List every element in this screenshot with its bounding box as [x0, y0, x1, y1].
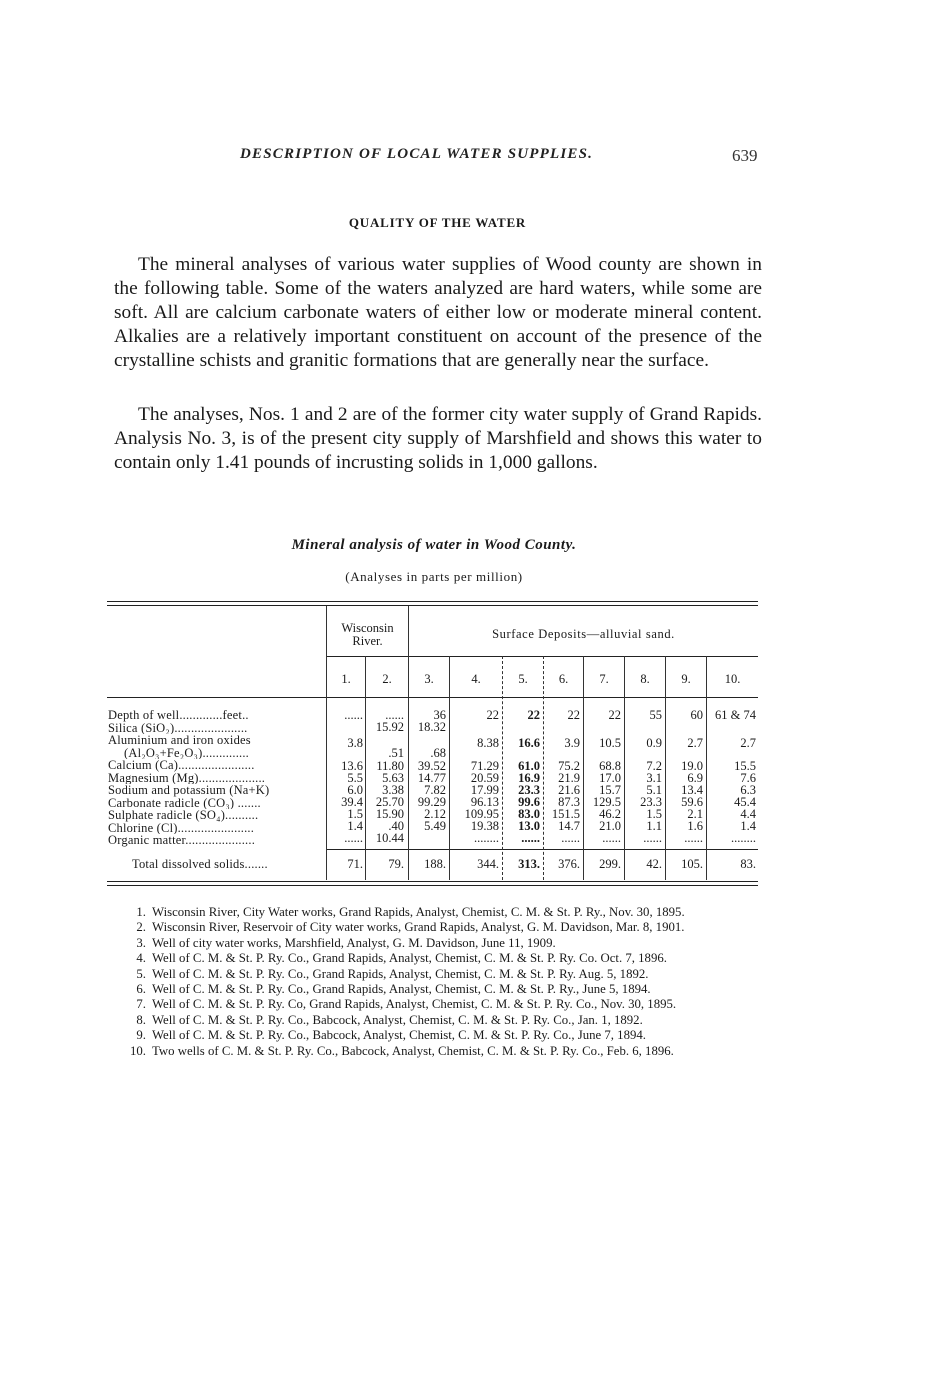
- footnote-text: Well of C. M. & St. P. Ry. Co, Grand Rapids, Analyst, Chemist, C. M. & St. P. Ry. Co., Nov. 30, 1895.: [152, 997, 677, 1012]
- cell-silica-col-2: 15.92: [375, 720, 404, 734]
- footnote-1: [114, 906, 764, 918]
- footnote-text: Wisconsin River, Reservoir of City water works, Grand Rapids, Analyst, G. M. Davidson, Mar. 8, 1901.: [152, 920, 685, 935]
- cell-sodium-potassium-col-5: 23.3: [518, 783, 540, 797]
- cell-aluminium-iron-col-4: 8.38: [477, 736, 499, 750]
- cell-carbonate-col-2: 25.70: [375, 795, 404, 809]
- cell-sodium-potassium-col-2: 3.38: [382, 783, 404, 797]
- cell-depth-col-10: 61 & 74: [715, 708, 756, 722]
- footnote-number: 5.: [136, 966, 146, 981]
- cell-carbonate-col-5: 99.6: [518, 795, 540, 809]
- footnote-number: 6.: [136, 982, 146, 997]
- cell-magnesium-col-1: 5.5: [347, 771, 363, 785]
- cell-carbonate-col-8: 23.3: [640, 795, 662, 809]
- row-label-silica: Silica (SiO₂)......................: [108, 721, 248, 734]
- cell-calcium-col-7: 68.8: [599, 759, 621, 773]
- footnote-number: 7.: [136, 997, 146, 1012]
- column-divider-3: [408, 606, 409, 880]
- cell-organic-col-2: 10.44: [375, 831, 404, 845]
- cell-calcium-col-3: 39.52: [417, 759, 446, 773]
- footnote-text: Well of C. M. & St. P. Ry. Co., Grand Rapids, Analyst, Chemist, C. M. & St. P. Ry. Aug. 5, 1892.: [152, 966, 649, 981]
- cell-chlorine-col-9: 1.6: [687, 819, 703, 833]
- cell-magnesium-col-6: 21.9: [558, 771, 580, 785]
- cell-total-col-4: 344.: [477, 857, 499, 871]
- cell-chlorine-col-8: 1.1: [646, 819, 662, 833]
- cell-sodium-potassium-col-9: 13.4: [681, 783, 703, 797]
- column-number-8: 8.: [640, 672, 650, 686]
- row-label-aluminium-formula: (Al₂O₃+Fe₂O₃)..............: [124, 746, 250, 759]
- table-bottom-rule-1: [107, 881, 758, 882]
- cell-organic-col-1: ......: [344, 831, 363, 845]
- footnote-text: Well of C. M. & St. P. Ry. Co., Babcock, Analyst, Chemist, C. M. & St. P. Ry. Co., Jan. 1, 1892.: [152, 1012, 643, 1027]
- cell-chlorine-col-10: 1.4: [740, 819, 756, 833]
- row-label-chlorine: Chlorine (Cl).......................: [108, 821, 255, 834]
- running-head: DESCRIPTION OF LOCAL WATER SUPPLIES.: [240, 146, 594, 162]
- cell-organic-col-5: ......: [521, 831, 540, 845]
- paragraph-2-text: The analyses, Nos. 1 and 2 are of the former city water supply of Grand Rapids. Analysis No. 3, is of the present city supply of Marshfield and shows this water to contain only 1.41 pounds of incrusting solids in 1,000 gallons.: [114, 404, 762, 473]
- column-number-9: 9.: [681, 672, 691, 686]
- footnote-9: [114, 1029, 764, 1041]
- totals-divider-rule: [326, 849, 758, 850]
- group-header-surface-deposits: Surface Deposits—alluvial sand.: [492, 627, 675, 641]
- cell-aluminium-iron-col-10: 2.7: [740, 736, 756, 750]
- cell-depth-col-8: 55: [649, 708, 662, 722]
- column-number-4: 4.: [471, 672, 481, 686]
- footnote-number: 10.: [130, 1043, 146, 1058]
- cell-organic-col-7: ......: [602, 831, 621, 845]
- cell-total-col-6: 376.: [558, 857, 580, 871]
- cell-chlorine-col-6: 14.7: [558, 819, 580, 833]
- cell-magnesium-col-8: 3.1: [646, 771, 662, 785]
- footnote-4: [114, 952, 764, 964]
- cell-chlorine-col-4: 19.38: [470, 819, 499, 833]
- cell-sulphate-col-7: 46.2: [599, 807, 621, 821]
- cell-calcium-col-10: 15.5: [734, 759, 756, 773]
- cell-sodium-potassium-col-10: 6.3: [740, 783, 756, 797]
- column-number-3: 3.: [424, 672, 434, 686]
- footnote-number: 2.: [136, 920, 146, 935]
- cell-aluminium-iron-col-8: 0.9: [646, 736, 662, 750]
- row-label-sulphate: Sulphate radicle (SO₄)..........: [108, 809, 259, 822]
- header-bottom-rule: [107, 697, 758, 698]
- cell-depth-col-4: 22: [486, 708, 499, 722]
- footnote-number: 1.: [136, 905, 146, 919]
- cell-total-col-10: 83.: [740, 857, 756, 871]
- cell-aluminium-iron-col-9: 2.7: [687, 736, 703, 750]
- cell-chlorine-col-2: .40: [388, 819, 404, 833]
- row-label-carbonate: Carbonate radicle (CO₃) .......: [108, 796, 261, 809]
- cell-calcium-col-6: 75.2: [558, 759, 580, 773]
- cell-depth-col-9: 60: [690, 708, 703, 722]
- footnote-8: [114, 1014, 764, 1026]
- cell-sulphate-col-9: 2.1: [687, 807, 703, 821]
- cell-depth-col-5: 22: [527, 708, 540, 722]
- cell-magnesium-col-3: 14.77: [417, 771, 446, 785]
- cell-sulphate-col-1: 1.5: [347, 807, 363, 821]
- cell-sulphate-col-6: 151.5: [551, 807, 580, 821]
- cell-sulphate-col-3: 2.12: [424, 807, 446, 821]
- cell-aluminium-iron-col-6: 3.9: [564, 736, 580, 750]
- cell-magnesium-col-9: 6.9: [687, 771, 703, 785]
- cell-depth-col-6: 22: [567, 708, 580, 722]
- group-header-wisconsin-line1: Wisconsin: [341, 621, 394, 635]
- cell-calcium-col-5: 61.0: [518, 759, 540, 773]
- paragraph-2: [114, 403, 762, 475]
- footnotes: [114, 906, 764, 1060]
- cell-carbonate-col-9: 59.6: [681, 795, 703, 809]
- cell-magnesium-col-5: 16.9: [518, 771, 540, 785]
- footnote-text: Well of C. M. & St. P. Ry. Co., Grand Rapids, Analyst, Chemist, C. M. & St. P. Ry., June 5, 1894.: [152, 982, 651, 997]
- table-subcaption: (Analyses in parts per million): [345, 569, 523, 584]
- cell-sulphate-col-8: 1.5: [646, 807, 662, 821]
- row-labels: [108, 709, 322, 847]
- cell-carbonate-col-6: 87.3: [558, 795, 580, 809]
- footnote-5: [114, 968, 764, 980]
- footnote-3: [114, 937, 764, 949]
- cell-aluminium-iron-col-5: 16.6: [518, 736, 540, 750]
- cell-sodium-potassium-col-1: 6.0: [347, 783, 363, 797]
- cell-chlorine-col-1: 1.4: [347, 819, 363, 833]
- footnote-number: 4.: [136, 951, 146, 966]
- table-bottom-rule-2: [107, 885, 758, 886]
- cell-total-col-2: 79.: [388, 857, 404, 871]
- cell-organic-col-8: ......: [643, 831, 662, 845]
- cell-organic-col-9: ......: [684, 831, 703, 845]
- column-number-1: 1.: [341, 672, 351, 686]
- column-number-6: 6.: [558, 672, 569, 686]
- cell-sodium-potassium-col-3: 7.82: [424, 783, 446, 797]
- cell-sodium-potassium-col-6: 21.6: [558, 783, 580, 797]
- footnote-text: Well of C. M. & St. P. Ry. Co., Babcock, Analyst, Chemist, C. M. & St. P. Ry. Co., June 7, 1894.: [152, 1028, 646, 1043]
- cell-total-col-3: 188.: [424, 857, 446, 871]
- cell-magnesium-col-4: 20.59: [470, 771, 499, 785]
- cell-chlorine-col-3: 5.49: [424, 819, 446, 833]
- cell-calcium-col-9: 19.0: [681, 759, 703, 773]
- cell-carbonate-col-10: 45.4: [734, 795, 756, 809]
- table-caption: Mineral analysis of water in Wood County.: [291, 537, 577, 553]
- cell-depth-col-1: ......: [344, 708, 363, 722]
- cell-organic-col-10: ........: [731, 831, 756, 845]
- cell-sodium-potassium-col-8: 5.1: [646, 783, 662, 797]
- footnote-text: Well of city water works, Marshfield, Analyst, G. M. Davidson, June 11, 1909.: [152, 935, 556, 950]
- footnote-text: Well of C. M. & St. P. Ry. Co., Grand Rapids, Analyst, Chemist, C. M. & St. P. Ry. Co. Oct. 7, 1896.: [152, 951, 667, 966]
- cell-carbonate-col-7: 129.5: [592, 795, 621, 809]
- cell-sulphate-col-10: 4.4: [740, 807, 756, 821]
- cell-aluminium-iron-sub-col-3: .68: [430, 746, 446, 760]
- cell-carbonate-col-3: 99.29: [417, 795, 446, 809]
- footnote-number: 3.: [136, 935, 146, 950]
- cell-organic-col-4: ........: [474, 831, 499, 845]
- cell-calcium-col-8: 7.2: [646, 759, 662, 773]
- footnote-10: [114, 1045, 764, 1057]
- footnote-7: [114, 998, 764, 1010]
- cell-organic-col-6: ......: [561, 831, 580, 845]
- total-dissolved-solids-label: Total dissolved solids.......: [132, 857, 268, 871]
- table-top-rule-2: [107, 605, 758, 606]
- cell-magnesium-col-7: 17.0: [599, 771, 621, 785]
- cell-total-col-7: 299.: [599, 857, 621, 871]
- row-label-organic: Organic matter.....................: [108, 834, 256, 847]
- footnote-6: [114, 983, 764, 995]
- cell-chlorine-col-7: 21.0: [599, 819, 621, 833]
- cell-magnesium-col-10: 7.6: [740, 771, 756, 785]
- cell-magnesium-col-2: 5.63: [382, 771, 404, 785]
- cell-total-col-5: 313.: [518, 857, 540, 871]
- cell-calcium-col-2: 11.80: [376, 759, 404, 773]
- cell-total-col-8: 42.: [646, 857, 662, 871]
- cell-depth-col-7: 22: [608, 708, 621, 722]
- cell-sodium-potassium-col-4: 17.99: [470, 783, 499, 797]
- row-label-depth: Depth of well.............feet..: [108, 709, 249, 722]
- column-number-5: 5.: [518, 672, 528, 686]
- cell-sulphate-col-4: 109.95: [464, 807, 499, 821]
- page-number: 639: [732, 146, 758, 165]
- footnote-number: 9.: [136, 1028, 146, 1043]
- cell-total-col-9: 105.: [681, 857, 703, 871]
- footnote-text: Two wells of C. M. & St. P. Ry. Co., Babcock, Analyst, Chemist, C. M. & St. P. Ry. Co., Feb. 6, 1896.: [152, 1043, 674, 1058]
- cell-total-col-1: 71.: [347, 857, 363, 871]
- group-header-wisconsin-line2: River.: [352, 634, 383, 648]
- cell-carbonate-col-4: 96.13: [470, 795, 499, 809]
- cell-sodium-potassium-col-7: 15.7: [599, 783, 621, 797]
- table-top-rule-1: [107, 601, 758, 602]
- cell-silica-col-3: 18.32: [417, 720, 446, 734]
- header-divider-rule: [326, 656, 758, 657]
- column-number-10: 10.: [724, 672, 741, 686]
- cell-chlorine-col-5: 13.0: [518, 819, 540, 833]
- section-title: QUALITY OF THE WATER: [348, 215, 527, 230]
- group-header-wisconsin-river: [327, 622, 408, 648]
- cell-depth-col-3: 36: [433, 708, 446, 722]
- column-number-2: 2.: [382, 672, 392, 686]
- cell-depth-col-2: ......: [385, 708, 404, 722]
- cell-aluminium-iron-sub-col-2: .51: [388, 746, 404, 760]
- cell-sulphate-col-2: 15.90: [375, 807, 404, 821]
- row-label-calcium: Calcium (Ca).......................: [108, 759, 255, 772]
- paragraph-1-text: The mineral analyses of various water supplies of Wood county are shown in the following table. Some of the waters analyzed are hard waters, while some are soft. All are calcium carbonate waters of either low or moderate mineral content. Alkalies are a relatively important constituent on account of the presence of the crystalline schists and granitic formations that are generally near the surface.: [114, 254, 762, 371]
- footnote-text: Wisconsin River, City Water works, Grand Rapids, Analyst, Chemist, C. M. & St. P. Ry., Nov. 30, 1895.: [152, 905, 685, 919]
- footnote-2: [114, 921, 764, 933]
- row-label-magnesium: Magnesium (Mg)....................: [108, 771, 266, 784]
- row-label-aluminium: Aluminium and iron oxides: [108, 734, 251, 747]
- cell-aluminium-iron-col-1: 3.8: [347, 736, 363, 750]
- column-number-7: 7.: [599, 672, 609, 686]
- cell-aluminium-iron-col-7: 10.5: [599, 736, 621, 750]
- paragraph-1: [114, 253, 762, 373]
- footnote-number: 8.: [136, 1012, 146, 1027]
- cell-calcium-col-4: 71.29: [470, 759, 499, 773]
- row-label-sodium-potassium: Sodium and potassium (Na+K): [108, 784, 270, 797]
- cell-calcium-col-1: 13.6: [341, 759, 363, 773]
- cell-carbonate-col-1: 39.4: [341, 795, 363, 809]
- cell-sulphate-col-5: 83.0: [518, 807, 540, 821]
